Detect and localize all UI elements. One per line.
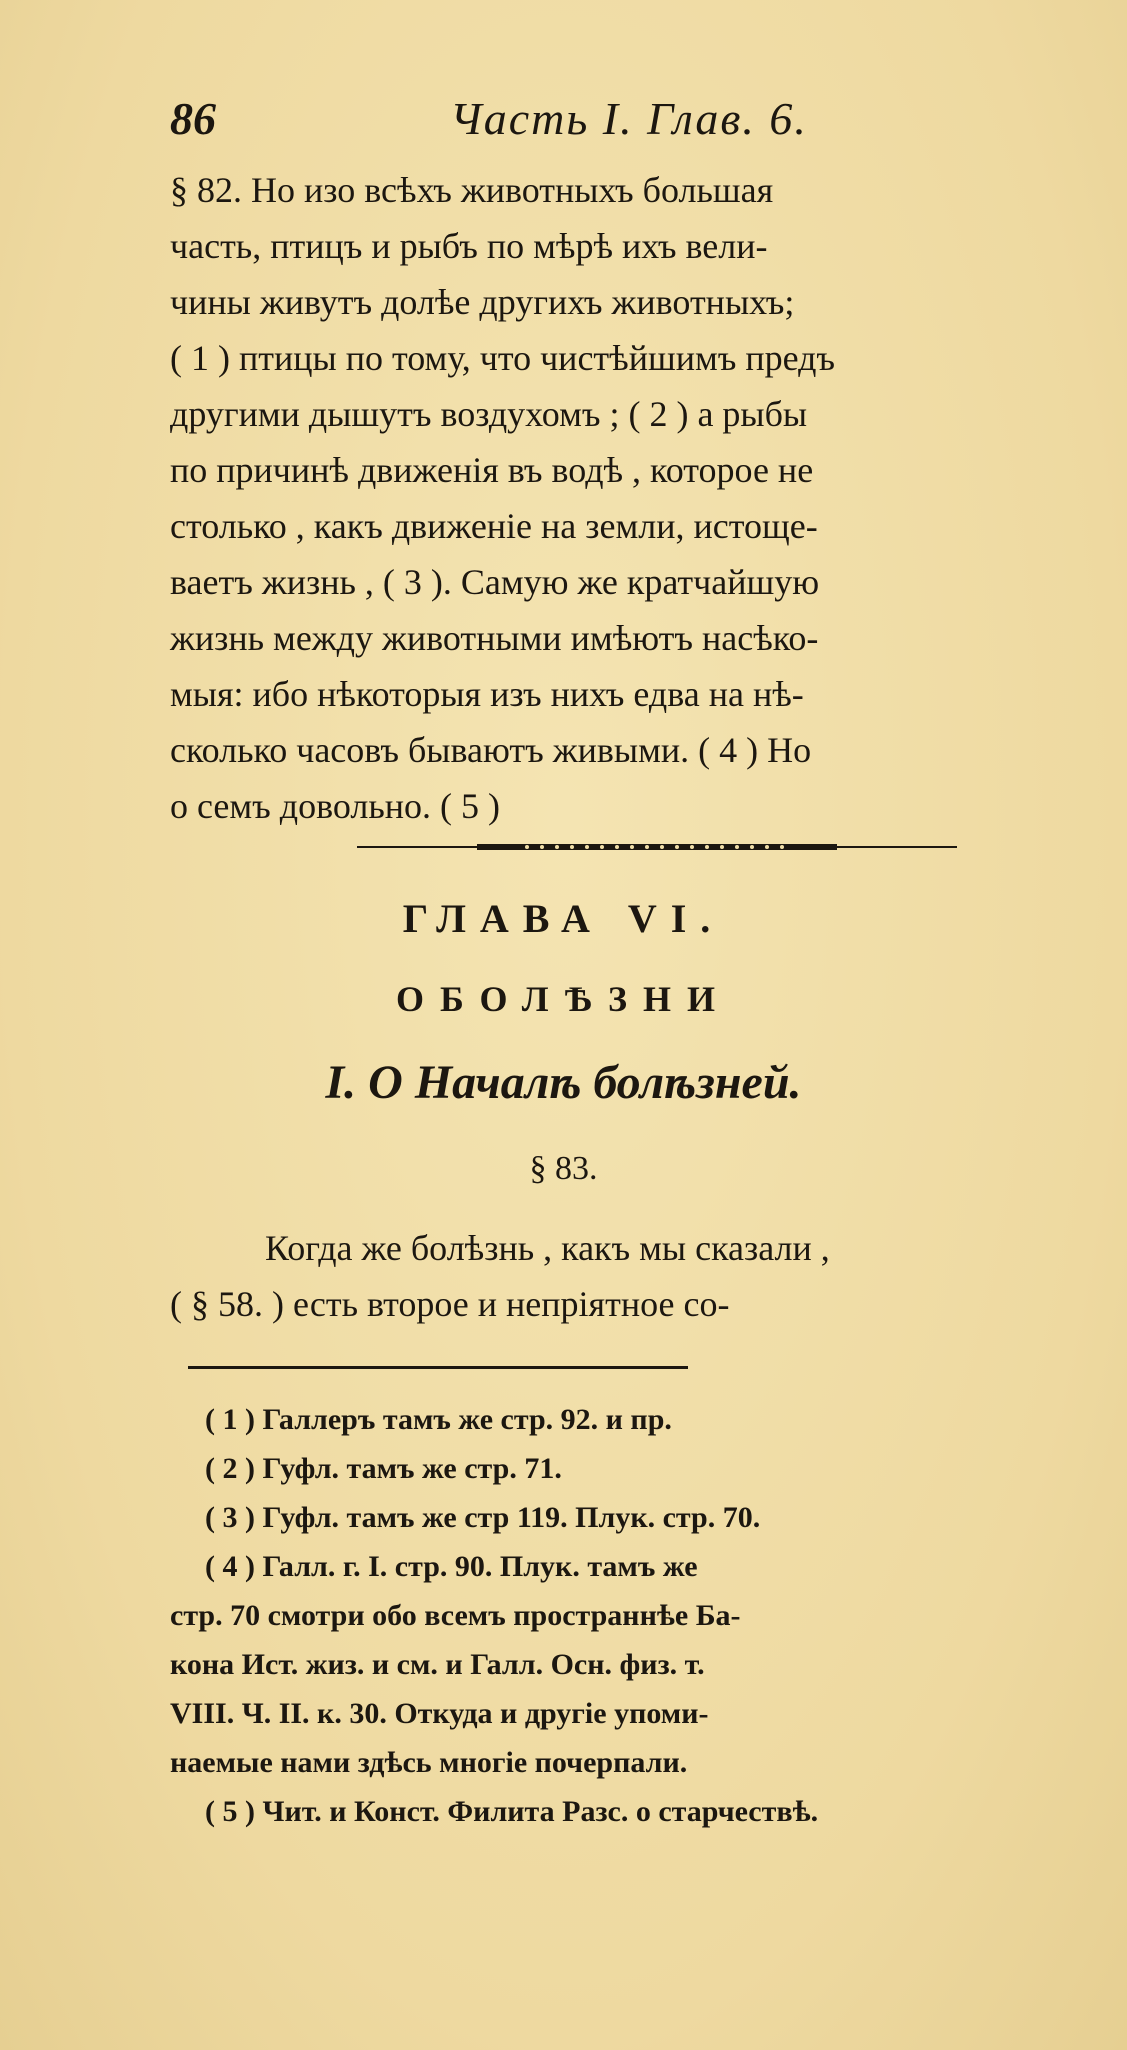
text-line: о семъ довольно. ( 5 ) xyxy=(170,786,501,826)
footnote-rule xyxy=(188,1366,688,1369)
text-line: ( § 58. ) есть второе и непріятное со- xyxy=(170,1284,730,1324)
text-line: Когда же болѣзнь , какъ мы сказали , xyxy=(265,1228,830,1268)
section-title: ОБОЛѢЗНИ xyxy=(395,979,732,1019)
text-line: мыя: ибо нѣкоторыя изъ нихъ едва на нѣ- xyxy=(170,674,804,714)
subsection-title: I. О Началѣ болѣзней. xyxy=(325,1056,802,1109)
footnote-line: ( 1 ) Галлеръ тамъ же стр. 92. и пр. xyxy=(205,1403,672,1436)
text-line: сколько часовъ бываютъ живыми. ( 4 ) Но xyxy=(170,730,812,770)
footnote-line: VIII. Ч. II. к. 30. Откуда и другіе упоми- xyxy=(170,1697,709,1730)
text-line: часть, птицъ и рыбъ по мѣрѣ ихъ вели- xyxy=(170,226,768,266)
footnotes xyxy=(170,1395,1105,1836)
page-header xyxy=(170,92,890,152)
text-line: другими дышутъ воздухомъ ; ( 2 ) а рыбы xyxy=(170,394,808,434)
paragraph-number: § 83. xyxy=(529,1150,598,1187)
footnote-line: ( 5 ) Чит. и Конст. Филита Разс. о старчествѣ. xyxy=(205,1795,819,1828)
text-line: ( 1 ) птицы по тому, что чистѣйшимъ предъ xyxy=(170,338,836,378)
footnote-line: ( 3 ) Гуфл. тамъ же стр 119. Плук. стр. 70. xyxy=(205,1501,761,1534)
footnote-line: ( 2 ) Гуфл. тамъ же стр. 71. xyxy=(205,1452,562,1485)
footnote-line: наемые нами здѣсь многіе почерпали. xyxy=(170,1746,688,1779)
footnote-line: ( 4 ) Галл. г. I. стр. 90. Плук. тамъ же xyxy=(205,1550,698,1583)
text-line: жизнь между животными имѣютъ насѣко- xyxy=(170,618,819,658)
text-line: ваетъ жизнь , ( 3 ). Самую же кратчайшую xyxy=(170,562,820,602)
chapter-title: ГЛАВА VI. xyxy=(402,896,725,941)
footnote-line: кона Ист. жиз. и см. и Галл. Осн. физ. т. xyxy=(170,1648,705,1681)
paragraph-83 xyxy=(170,1220,1105,1332)
text-line: по причинѣ движенія въ водѣ , которое не xyxy=(170,450,814,490)
paragraph-82 xyxy=(170,162,1105,834)
page-number: 86 xyxy=(170,93,216,144)
text-line: § 82. Но изо всѣхъ животныхъ большая xyxy=(170,170,774,210)
ornamental-divider xyxy=(357,840,957,854)
footnote-line: стр. 70 смотри обо всемъ пространнѣе Ба- xyxy=(170,1599,741,1632)
text-line: столько , какъ движеніе на земли, истоще- xyxy=(170,506,818,546)
text-line: чины живутъ долѣе другихъ животныхъ; xyxy=(170,282,795,322)
running-head: Часть I. Глав. 6. xyxy=(450,93,808,144)
